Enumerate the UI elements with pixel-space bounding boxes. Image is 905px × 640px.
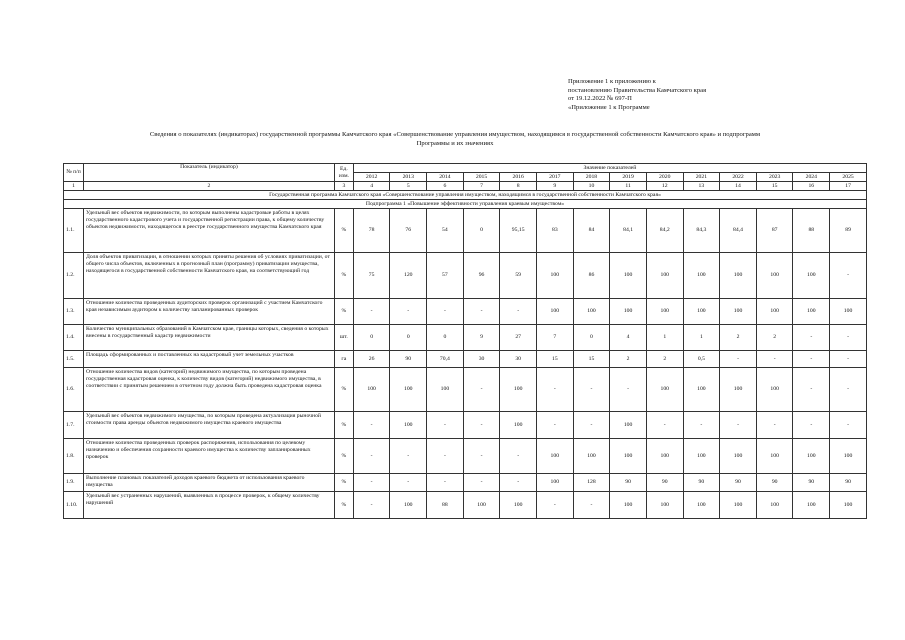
value-cell: 59: [500, 253, 537, 299]
value-cell: -: [463, 474, 500, 492]
title-line: Программы и их значениях: [416, 139, 494, 147]
value-cell: 100: [500, 492, 537, 519]
value-cell: -: [353, 299, 390, 325]
value-cell: 100: [463, 492, 500, 519]
value-cell: 76: [390, 209, 427, 253]
value-cell: 100: [830, 299, 867, 325]
value-cell: -: [793, 351, 830, 368]
header-year: 2021: [683, 173, 720, 182]
value-cell: -: [573, 412, 610, 439]
header-year: 2012: [353, 173, 390, 182]
value-cell: 100: [390, 368, 427, 412]
row-number: 1.4.: [64, 325, 84, 351]
value-cell: -: [427, 474, 464, 492]
value-cell: 100: [427, 368, 464, 412]
value-cell: 100: [610, 439, 647, 474]
column-number: 1: [64, 182, 84, 191]
value-cell: -: [463, 412, 500, 439]
value-cell: 0: [390, 325, 427, 351]
indicator-name: Отношение количества проведенных проверок распоряжения, использования по целевому назначению и обеспечения сохранности краевого имущества к количеству запланированных проверок: [83, 439, 334, 474]
value-cell: 87: [756, 209, 793, 253]
table-row: [64, 474, 867, 492]
value-cell: -: [830, 351, 867, 368]
column-number: 5: [390, 182, 427, 191]
value-cell: -: [353, 439, 390, 474]
table-row: [64, 439, 867, 474]
appendix-block: [568, 78, 828, 112]
value-cell: -: [500, 474, 537, 492]
value-cell: 2: [756, 325, 793, 351]
value-cell: 100: [537, 474, 574, 492]
program-title: Государственная программа Камчатского края «Совершенствование управления имуществом, находящимся в государственной собственности Камчатского края»: [64, 191, 867, 200]
table-row: [64, 351, 867, 368]
table-row: [64, 368, 867, 412]
table-row: [64, 209, 867, 253]
value-cell: 9: [463, 325, 500, 351]
value-cell: 84,4: [720, 209, 757, 253]
value-cell: 1: [683, 325, 720, 351]
header-year: 2015: [463, 173, 500, 182]
value-cell: -: [537, 492, 574, 519]
value-cell: 0: [573, 325, 610, 351]
unit-cell: %: [334, 253, 353, 299]
indicator-name: Количество муниципальных образований в Камчатском крае, границы которых, сведения о которых внесены в государственный кадастр недвижимости: [83, 325, 334, 351]
value-cell: 30: [463, 351, 500, 368]
value-cell: -: [793, 412, 830, 439]
value-cell: 90: [683, 474, 720, 492]
unit-cell: %: [334, 492, 353, 519]
value-cell: 100: [793, 439, 830, 474]
title-line: Сведения о показателях (индикаторах) государственной программы Камчатского края «Совершенствование управления имуществом, находящимся в государственной собственности Камчатского края» и подпрограмм: [149, 131, 761, 138]
column-number: 14: [720, 182, 757, 191]
indicator-name: Удельный вес объектов недвижимого имущества, по которым проведена актуализация рыночной стоимости права аренды объектов недвижимого имущества краевого имущества: [83, 412, 334, 439]
value-cell: 100: [500, 368, 537, 412]
value-cell: 100: [720, 299, 757, 325]
header-indicator: Показатель (индикатор): [83, 164, 334, 182]
row-number: 1.8.: [64, 439, 84, 474]
header-year: 2014: [427, 173, 464, 182]
value-cell: 100: [390, 492, 427, 519]
value-cell: 1: [646, 325, 683, 351]
value-cell: -: [427, 412, 464, 439]
unit-cell: %: [334, 299, 353, 325]
header-values-group: Значение показателей: [353, 164, 866, 173]
header-year: 2022: [720, 173, 757, 182]
value-cell: 70,4: [427, 351, 464, 368]
value-cell: -: [427, 439, 464, 474]
value-cell: -: [500, 439, 537, 474]
header-year: 2017: [537, 173, 574, 182]
row-number: 1.3.: [64, 299, 84, 325]
appendix-line: постановлению Правительства Камчатского края: [568, 86, 707, 94]
column-number: 11: [610, 182, 647, 191]
column-number: 7: [463, 182, 500, 191]
value-cell: 100: [756, 368, 793, 412]
value-cell: -: [463, 368, 500, 412]
value-cell: 90: [610, 474, 647, 492]
value-cell: -: [793, 368, 830, 412]
value-cell: 100: [793, 299, 830, 325]
unit-cell: %: [334, 412, 353, 439]
value-cell: 100: [683, 492, 720, 519]
column-number: 13: [683, 182, 720, 191]
value-cell: -: [720, 412, 757, 439]
header-year: 2013: [390, 173, 427, 182]
appendix-line: от 19.12.2022 № 697-П: [568, 95, 632, 103]
value-cell: 100: [756, 253, 793, 299]
value-cell: 100: [720, 253, 757, 299]
indicator-name: Выполнение плановых показателей доходов краевого бюджета от использования краевого имущества: [83, 474, 334, 492]
value-cell: -: [500, 299, 537, 325]
header-year: 2016: [500, 173, 537, 182]
value-cell: 89: [830, 209, 867, 253]
value-cell: 90: [390, 351, 427, 368]
header-year: 2020: [646, 173, 683, 182]
value-cell: 100: [646, 299, 683, 325]
value-cell: 84,1: [610, 209, 647, 253]
value-cell: 95,15: [500, 209, 537, 253]
value-cell: 83: [537, 209, 574, 253]
value-cell: 26: [353, 351, 390, 368]
value-cell: -: [353, 474, 390, 492]
value-cell: 4: [610, 325, 647, 351]
column-number: 10: [573, 182, 610, 191]
value-cell: 100: [830, 492, 867, 519]
value-cell: 88: [793, 209, 830, 253]
indicators-table: [63, 163, 867, 519]
row-number: 1.6.: [64, 368, 84, 412]
value-cell: 75: [353, 253, 390, 299]
value-cell: 100: [646, 253, 683, 299]
value-cell: 78: [353, 209, 390, 253]
value-cell: 100: [610, 492, 647, 519]
row-number: 1.1.: [64, 209, 84, 253]
value-cell: 27: [500, 325, 537, 351]
value-cell: -: [390, 299, 427, 325]
indicator-name: Отношение количества проведенных аудиторских проверок организаций с участием Камчатского края независимым аудитором к количеству запланированных проверок: [83, 299, 334, 325]
value-cell: -: [830, 253, 867, 299]
unit-cell: %: [334, 368, 353, 412]
value-cell: 100: [610, 253, 647, 299]
header-year: 2024: [793, 173, 830, 182]
value-cell: -: [683, 412, 720, 439]
value-cell: 100: [720, 492, 757, 519]
table-row: [64, 325, 867, 351]
header-year: 2019: [610, 173, 647, 182]
value-cell: 90: [793, 474, 830, 492]
table-row: [64, 492, 867, 519]
indicator-name: Площадь сформированных и поставленных на кадастровый учет земельных участков: [83, 351, 334, 368]
column-number: 8: [500, 182, 537, 191]
unit-cell: %: [334, 474, 353, 492]
row-number: 1.10.: [64, 492, 84, 519]
value-cell: 7: [537, 325, 574, 351]
column-number: 15: [756, 182, 793, 191]
value-cell: 100: [573, 299, 610, 325]
value-cell: 0: [427, 325, 464, 351]
subprogram-row: [64, 200, 867, 209]
unit-cell: %: [334, 209, 353, 253]
value-cell: 2: [720, 325, 757, 351]
value-cell: -: [573, 492, 610, 519]
value-cell: 100: [756, 299, 793, 325]
value-cell: 88: [427, 492, 464, 519]
value-cell: 100: [353, 368, 390, 412]
indicator-name: Отношение количества видов (категорий) недвижимого имущества, по которым проведена государственная кадастровая оценка, к количеству видов (категорий) недвижимого имущества, в соответствии с принятым решением в отчетном году должна быть проведена кадастровая оценка: [83, 368, 334, 412]
value-cell: 100: [756, 492, 793, 519]
value-cell: -: [537, 368, 574, 412]
value-cell: 90: [830, 474, 867, 492]
table-row: [64, 253, 867, 299]
value-cell: 0,5: [683, 351, 720, 368]
indicator-name: Удельный вес объектов недвижимости, по которым выполнены кадастровые работы в целях государственного кадастрового учета и государственной регистрации права, к общему количеству объектов недвижимости, находящегося в реестре государственного имущества Камчатского края: [83, 209, 334, 253]
value-cell: 100: [683, 253, 720, 299]
value-cell: -: [427, 299, 464, 325]
unit-cell: шт.: [334, 325, 353, 351]
value-cell: -: [646, 412, 683, 439]
header-unit: Ед. изм.: [334, 164, 353, 182]
header-year: 2018: [573, 173, 610, 182]
table-row: [64, 412, 867, 439]
row-number: 1.5.: [64, 351, 84, 368]
value-cell: 90: [720, 474, 757, 492]
column-numbers-row: [64, 182, 867, 191]
value-cell: 54: [427, 209, 464, 253]
value-cell: 100: [610, 412, 647, 439]
value-cell: 100: [793, 253, 830, 299]
document-title: [60, 131, 850, 149]
table-row: [64, 299, 867, 325]
value-cell: 96: [463, 253, 500, 299]
value-cell: 84,3: [683, 209, 720, 253]
value-cell: 30: [500, 351, 537, 368]
value-cell: -: [720, 351, 757, 368]
value-cell: 100: [646, 439, 683, 474]
row-number: 1.2.: [64, 253, 84, 299]
value-cell: -: [756, 351, 793, 368]
column-number: 12: [646, 182, 683, 191]
value-cell: 15: [537, 351, 574, 368]
value-cell: -: [390, 439, 427, 474]
unit-cell: %: [334, 439, 353, 474]
value-cell: -: [793, 325, 830, 351]
value-cell: 100: [683, 439, 720, 474]
value-cell: 0: [353, 325, 390, 351]
appendix-line: Приложение 1 к приложению к: [568, 78, 656, 85]
value-cell: 84: [573, 209, 610, 253]
column-number: 16: [793, 182, 830, 191]
column-number: 4: [353, 182, 390, 191]
column-number: 6: [427, 182, 464, 191]
value-cell: 100: [720, 368, 757, 412]
value-cell: 100: [537, 299, 574, 325]
value-cell: -: [756, 412, 793, 439]
value-cell: 90: [646, 474, 683, 492]
value-cell: 100: [537, 439, 574, 474]
value-cell: -: [830, 412, 867, 439]
value-cell: 2: [646, 351, 683, 368]
value-cell: -: [463, 299, 500, 325]
value-cell: -: [610, 368, 647, 412]
row-number: 1.7.: [64, 412, 84, 439]
value-cell: 90: [756, 474, 793, 492]
header-year: 2025: [830, 173, 867, 182]
value-cell: 100: [390, 412, 427, 439]
value-cell: 100: [537, 253, 574, 299]
value-cell: -: [573, 368, 610, 412]
value-cell: -: [830, 325, 867, 351]
row-number: 1.9.: [64, 474, 84, 492]
column-number: 9: [537, 182, 574, 191]
header-year: 2023: [756, 173, 793, 182]
value-cell: 100: [830, 439, 867, 474]
value-cell: 100: [793, 492, 830, 519]
unit-cell: га: [334, 351, 353, 368]
indicator-name: Доля объектов приватизации, в отношении которых приняты решения об условиях приватизации, от общего числа объектов, включенных в прогнозный план (программу) приватизации имущества, находящегося в государственной собственности Камчатского края, на соответствующий год: [83, 253, 334, 299]
value-cell: 100: [610, 299, 647, 325]
value-cell: 100: [646, 368, 683, 412]
value-cell: 86: [573, 253, 610, 299]
value-cell: 84,2: [646, 209, 683, 253]
value-cell: 120: [390, 253, 427, 299]
column-number: 2: [83, 182, 334, 191]
value-cell: 2: [610, 351, 647, 368]
column-number: 3: [334, 182, 353, 191]
indicator-name: Удельный вес устраненных нарушений, выявленных в процессе проверок, к общему количеству нарушений: [83, 492, 334, 519]
value-cell: -: [390, 474, 427, 492]
subprogram-title: Подпрограмма 1 «Повышение эффективности управления краевым имуществом»: [64, 200, 867, 209]
value-cell: 100: [683, 368, 720, 412]
program-row: [64, 191, 867, 200]
value-cell: -: [463, 439, 500, 474]
value-cell: 57: [427, 253, 464, 299]
value-cell: -: [830, 368, 867, 412]
value-cell: 100: [500, 412, 537, 439]
value-cell: 0: [463, 209, 500, 253]
header-row: [64, 164, 867, 173]
value-cell: 100: [720, 439, 757, 474]
value-cell: -: [353, 492, 390, 519]
value-cell: -: [537, 412, 574, 439]
value-cell: -: [353, 412, 390, 439]
header-num: № п/п: [64, 164, 84, 182]
value-cell: 15: [573, 351, 610, 368]
value-cell: 100: [573, 439, 610, 474]
appendix-line: «Приложение 1 к Программе: [568, 103, 650, 111]
value-cell: 100: [646, 492, 683, 519]
value-cell: 100: [683, 299, 720, 325]
value-cell: 128: [573, 474, 610, 492]
column-number: 17: [830, 182, 867, 191]
value-cell: 100: [756, 439, 793, 474]
